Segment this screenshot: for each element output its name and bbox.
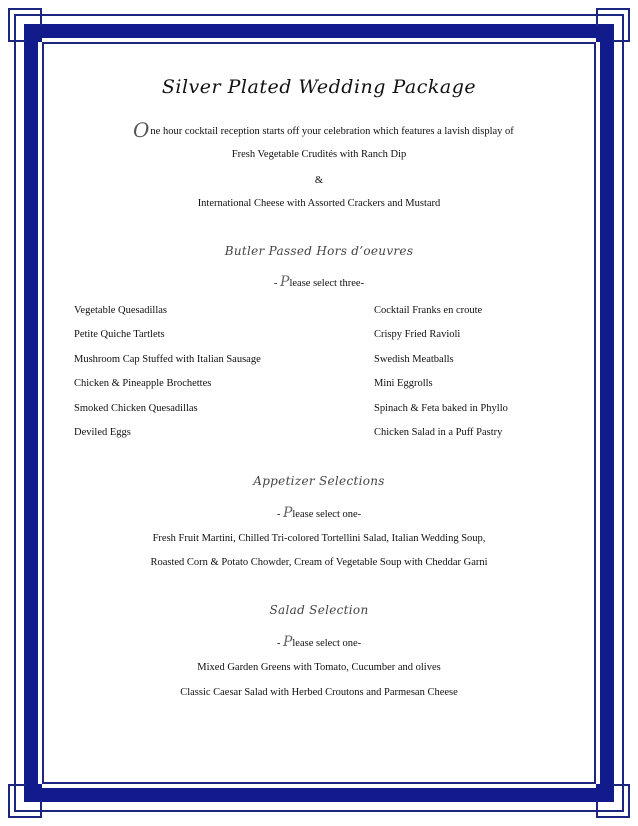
drop-cap: O	[133, 118, 150, 142]
prompt-cap: P	[280, 274, 290, 290]
list-item: Crispy Fried Ravioli	[374, 329, 461, 341]
list-item: Petite Quiche Tartlets	[74, 329, 165, 341]
list-item: Swedish Meatballs	[374, 353, 454, 365]
list-item: Chicken & Pineapple Brochettes	[74, 378, 212, 390]
list-item: Mushroom Cap Stuffed with Italian Sausage	[74, 353, 261, 365]
prompt-prefix: -	[276, 638, 283, 649]
ampersand: &	[314, 175, 324, 186]
section-heading-salad: Salad Selection	[269, 603, 369, 617]
select-prompt	[0, 274, 638, 290]
intro-body: ne hour cocktail reception starts off your celebration which features a lavish display of	[150, 126, 514, 137]
appetizer-options: Fresh Fruit Martini, Chilled Tri-colored Tortellini Salad, Italian Wedding Soup,	[152, 533, 486, 544]
list-item: Smoked Chicken Quesadillas	[74, 402, 198, 414]
select-prompt	[0, 505, 638, 521]
prompt-text: lease select one-	[292, 509, 362, 520]
appetizer-options: Roasted Corn & Potato Chowder, Cream of Vegetable Soup with Cheddar Garni	[150, 557, 488, 568]
display-item: International Cheese with Assorted Crackers and Mustard	[197, 198, 441, 209]
prompt-text: lease select three-	[289, 278, 365, 289]
list-item: Deviled Eggs	[74, 426, 131, 438]
prompt-text: lease select one-	[292, 638, 362, 649]
select-prompt	[0, 634, 638, 650]
hors-doeuvres-right-column	[374, 304, 508, 450]
list-item: Chicken Salad in a Puff Pastry	[374, 426, 503, 438]
intro-text	[133, 118, 514, 142]
prompt-prefix: -	[276, 509, 283, 520]
salad-option: Mixed Garden Greens with Tomato, Cucumber and olives	[197, 662, 441, 673]
page-title: Silver Plated Wedding Package	[161, 76, 477, 98]
section-heading-hors-doeuvres: Butler Passed Hors d’oeuvres	[224, 244, 414, 258]
list-item: Mini Eggrolls	[374, 378, 433, 390]
list-item: Cocktail Franks en croute	[374, 305, 483, 316]
prompt-cap: P	[282, 505, 293, 521]
list-item: Vegetable Quesadillas	[74, 305, 168, 316]
list-item: Spinach & Feta baked in Phyllo	[374, 402, 508, 414]
prompt-cap: P	[282, 634, 293, 650]
salad-option: Classic Caesar Salad with Herbed Croutons and Parmesan Cheese	[180, 687, 458, 698]
section-heading-appetizer: Appetizer Selections	[253, 474, 385, 488]
prompt-prefix: -	[273, 278, 281, 289]
display-item: Fresh Vegetable Crudités with Ranch Dip	[231, 149, 407, 160]
hors-doeuvres-left-column	[74, 304, 261, 450]
